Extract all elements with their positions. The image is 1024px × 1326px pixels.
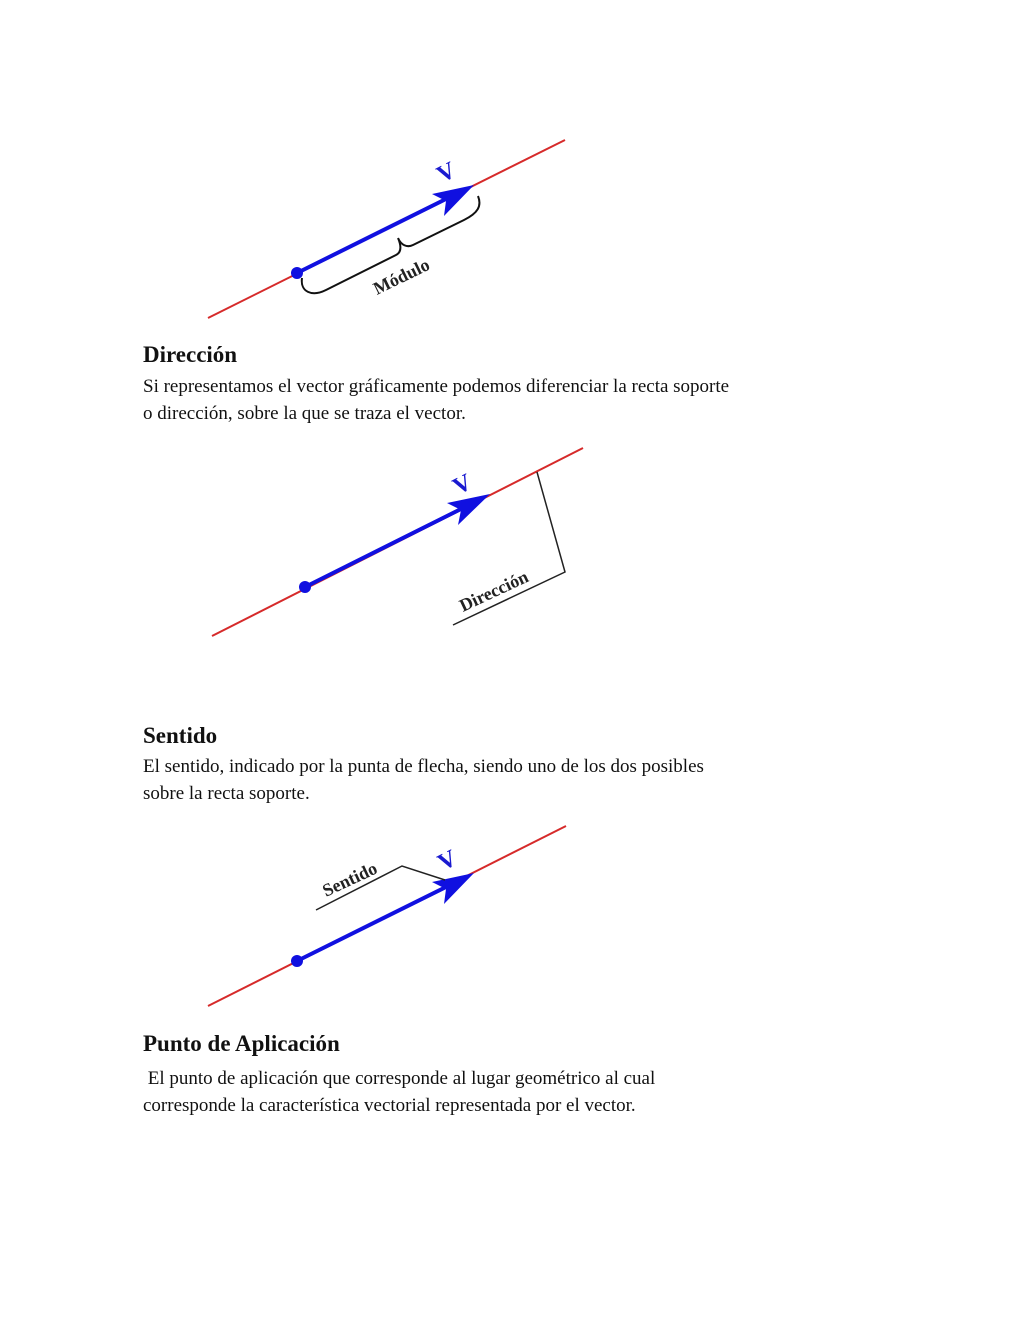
vector-label: V: [432, 157, 461, 189]
paragraph-sentido: [143, 753, 903, 807]
figure-sentido: [0, 818, 1024, 1013]
heading-punto-aplicacion: Punto de Aplicación: [143, 1031, 340, 1056]
paragraph-line: o dirección, sobre la que se traza el vector.: [143, 403, 466, 424]
figure-direccion: [0, 440, 1024, 650]
direction-label: Dirección: [456, 566, 532, 616]
paragraph-line: El punto de aplicación que corresponde al lugar geométrico al cual: [143, 1068, 656, 1089]
vector-label: V: [448, 469, 477, 501]
paragraph-line: El sentido, indicado por la punta de flecha, siendo uno de los dos posibles: [143, 756, 704, 777]
paragraph-line: Si representamos el vector gráficamente podemos diferenciar la recta soporte: [143, 376, 730, 397]
application-point: [291, 267, 303, 279]
paragraph-direccion: [143, 373, 903, 427]
heading-direccion: Dirección: [143, 342, 238, 367]
direccion-diagram: [0, 440, 1024, 650]
paragraph-line: sobre la recta soporte.: [143, 783, 310, 804]
vector-label: V: [433, 845, 462, 877]
module-label: Módulo: [369, 254, 433, 299]
sentido-diagram: [0, 818, 1024, 1013]
paragraph-line: corresponde la característica vectorial representada por el vector.: [143, 1095, 636, 1116]
application-point: [299, 581, 311, 593]
vector-shaft: [305, 507, 465, 587]
vector-shaft: [297, 885, 450, 961]
modulo-diagram: [0, 120, 1024, 330]
vector-arrowhead: [432, 185, 474, 216]
application-point: [291, 955, 303, 967]
heading-sentido: Sentido: [143, 723, 218, 748]
figure-modulo: [0, 120, 1024, 330]
sense-label: Sentido: [319, 857, 381, 901]
paragraph-punto-aplicacion: [143, 1065, 903, 1119]
vector-arrowhead: [447, 494, 490, 525]
